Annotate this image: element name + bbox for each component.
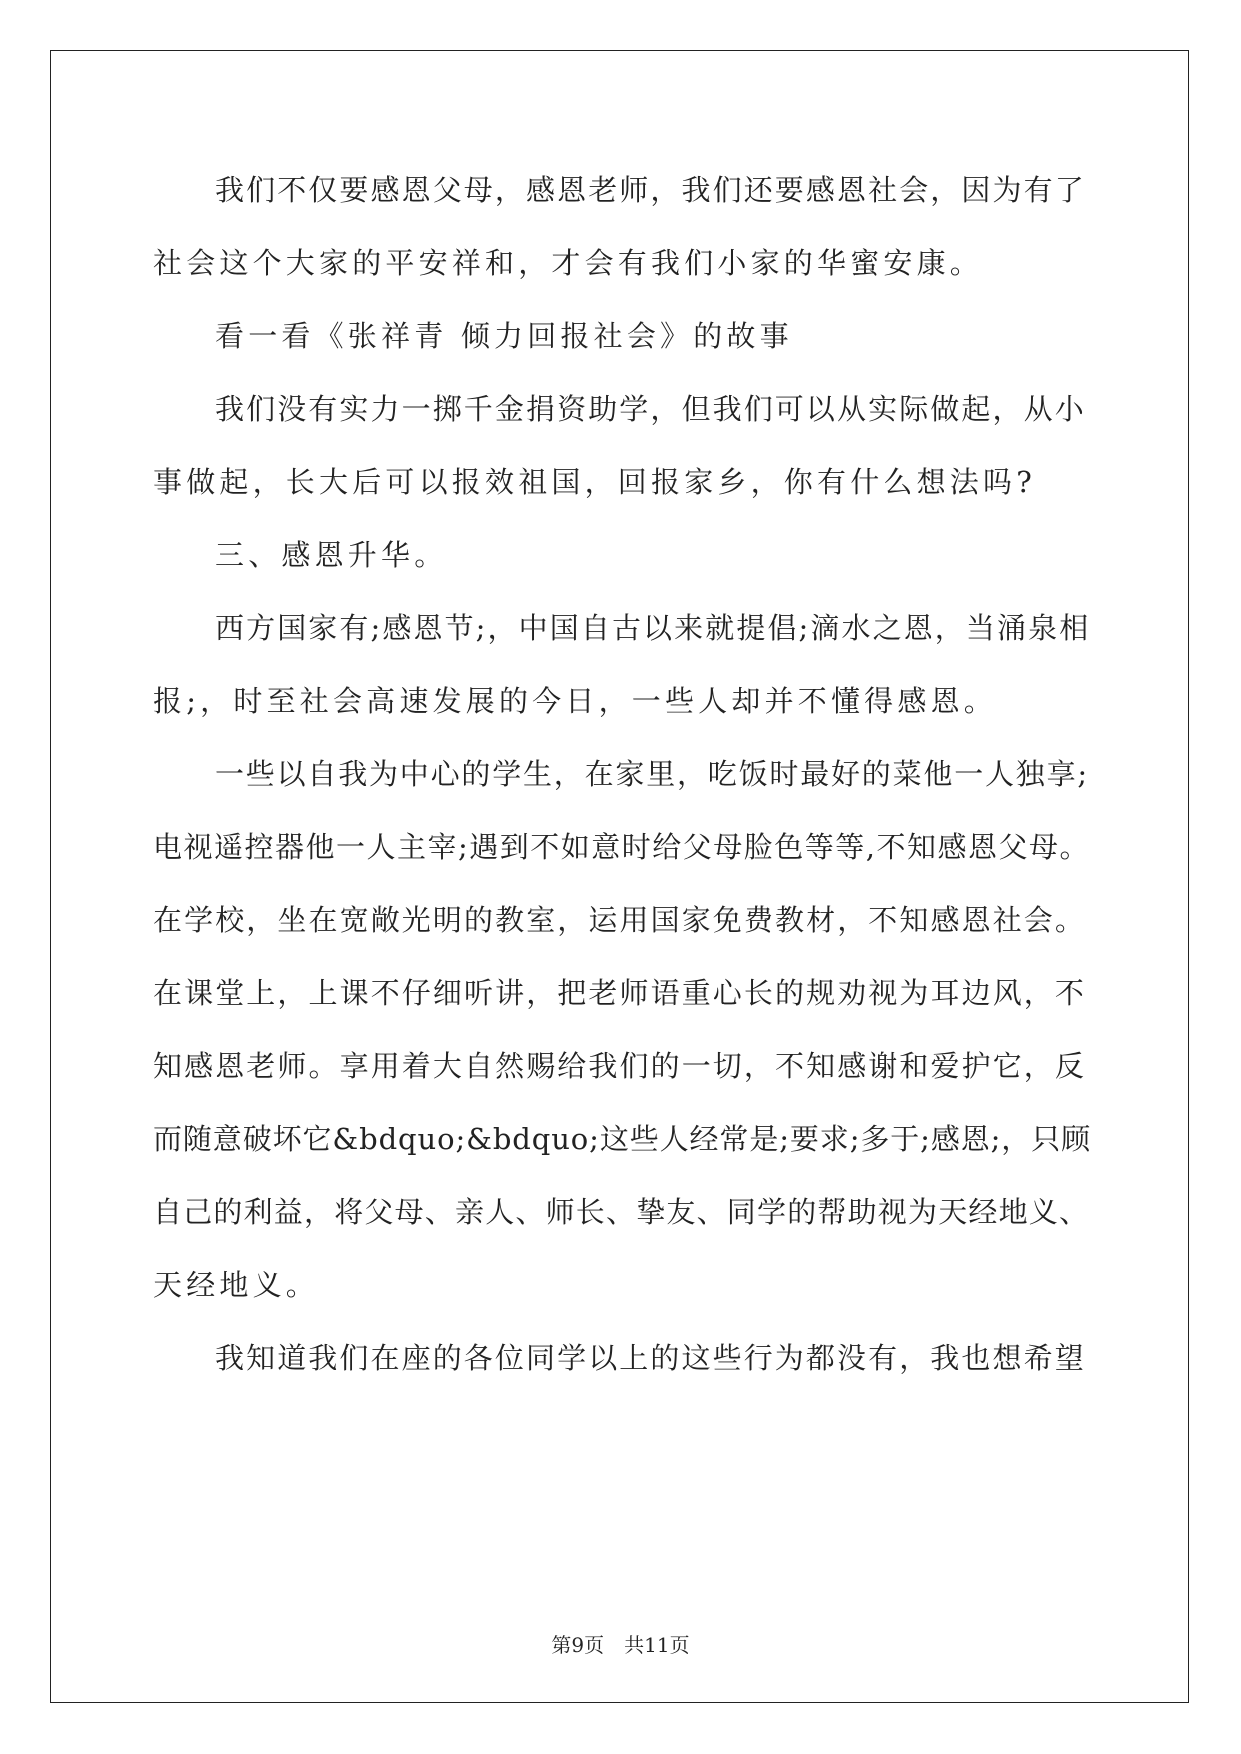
text-line: 事做起，长大后可以报效祖国，回报家乡，你有什么想法吗? xyxy=(153,465,1036,499)
text-line: 社会这个大家的平安祥和，才会有我们小家的华蜜安康。 xyxy=(153,246,984,280)
page-border xyxy=(50,50,1189,1703)
text-line: 西方国家有;感恩节;，中国自古以来就提倡;滴水之恩，当涌泉相 xyxy=(215,611,1091,645)
page-number-footer: 第9页 共11页 xyxy=(551,1633,690,1657)
text-line: 看一看《张祥青 倾力回报社会》的故事 xyxy=(215,319,793,353)
text-line: 知感恩老师。享用着大自然赐给我们的一切，不知感谢和爱护它，反 xyxy=(153,1049,1087,1083)
text-line: 天经地义。 xyxy=(153,1268,320,1302)
text-line: 而随意破坏它&bdquo;&bdquo;这些人经常是;要求;多于;感恩;，只顾 xyxy=(153,1122,1092,1156)
text-line: 一些以自我为中心的学生，在家里，吃饭时最好的菜他一人独享; xyxy=(215,757,1089,791)
text-line: 在学校，坐在宽敞光明的教室，运用国家免费教材，不知感恩社会。 xyxy=(153,903,1087,937)
section-heading: 三、感恩升华。 xyxy=(215,538,448,572)
text-line: 电视遥控器他一人主宰;遇到不如意时给父母脸色等等,不知感恩父母。 xyxy=(153,830,1090,864)
text-line: 我知道我们在座的各位同学以上的这些行为都没有，我也想希望 xyxy=(215,1341,1086,1375)
text-line: 自己的利益，将父母、亲人、师长、挚友、同学的帮助视为天经地义、 xyxy=(153,1195,1090,1229)
text-line: 在课堂上，上课不仔细听讲，把老师语重心长的规劝视为耳边风，不 xyxy=(153,976,1087,1010)
text-line: 报;，时至社会高速发展的今日，一些人却并不懂得感恩。 xyxy=(153,684,997,718)
text-line: 我们不仅要感恩父母，感恩老师，我们还要感恩社会，因为有了 xyxy=(215,173,1086,207)
text-line: 我们没有实力一掷千金捐资助学，但我们可以从实际做起，从小 xyxy=(215,392,1086,426)
